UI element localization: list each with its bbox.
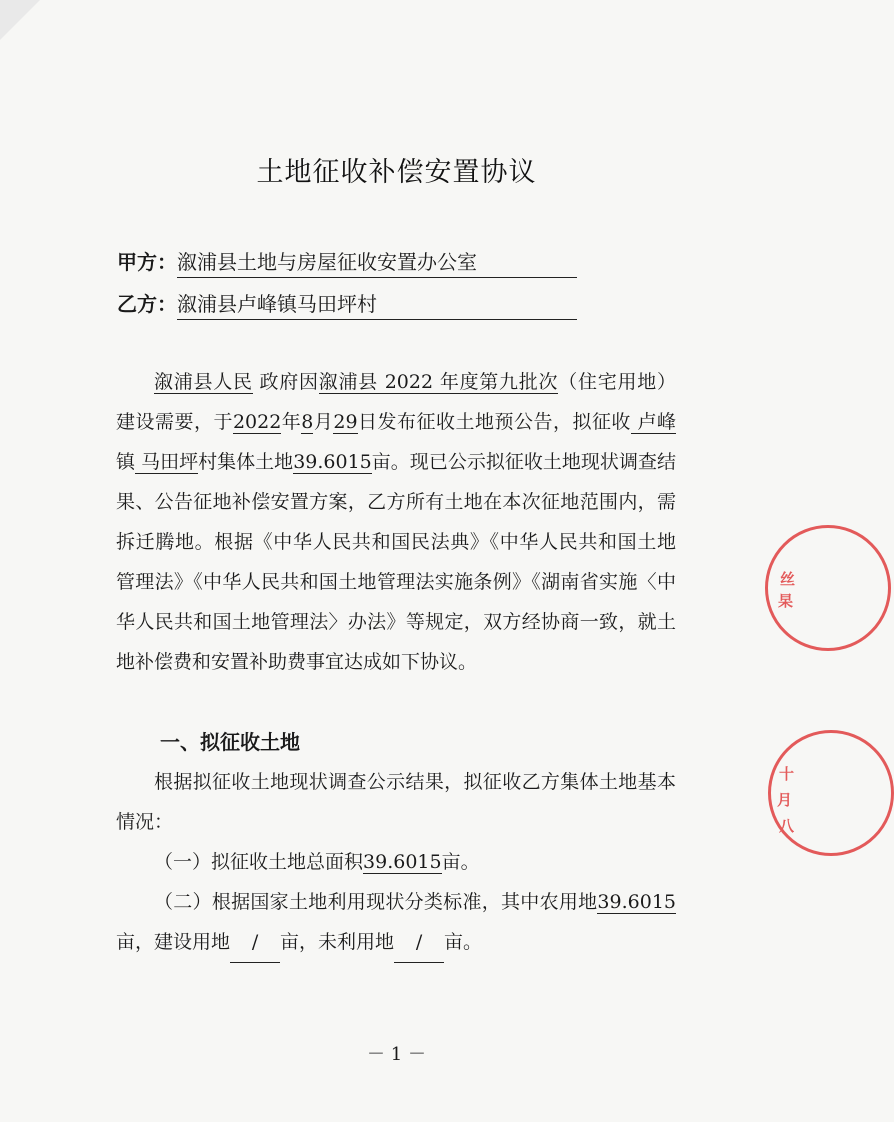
red-seal-top: 丝 杲 bbox=[765, 525, 891, 651]
section-1-heading: 一、拟征收土地 bbox=[160, 730, 300, 754]
section-1-item-2: （二）根据国家土地利用现状分类标准，其中农用地39.6015 亩，建设用地 / 亩，未利用地 / 亩。 bbox=[116, 882, 676, 963]
total-area: 39.6015 bbox=[293, 451, 372, 473]
item-1-area: 39.6015 bbox=[363, 851, 442, 873]
section-1-item-1: （一）拟征收土地总面积39.6015亩。 bbox=[154, 851, 480, 873]
project-name: 溆浦县 2022 年度第九批次 bbox=[318, 371, 559, 393]
section-1-para: 根据拟征收土地现状调查公示结果，拟征收乙方集体土地基本情况： bbox=[116, 771, 676, 833]
page-number: － 1 － bbox=[367, 1044, 426, 1065]
town-name: 卢峰 bbox=[630, 411, 676, 433]
party-b-label: 乙方： bbox=[117, 292, 177, 316]
party-a bbox=[117, 246, 577, 278]
gov-name: 溆浦县人民 bbox=[154, 371, 253, 393]
party-a-value: 溆浦县土地与房屋征收安置办公室 bbox=[177, 246, 577, 278]
party-a-label: 甲方： bbox=[117, 250, 177, 274]
village-name: 马田坪 bbox=[135, 451, 199, 473]
party-b-value: 溆浦县卢峰镇马田坪村 bbox=[177, 288, 577, 320]
announce-month: 8 bbox=[301, 411, 314, 433]
agri-area: 39.6015 bbox=[597, 891, 676, 913]
document-title: 土地征收补偿安置协议 bbox=[256, 157, 537, 188]
announce-year: 2022 bbox=[232, 411, 282, 433]
folded-corner bbox=[0, 0, 40, 40]
section-1-body bbox=[116, 762, 676, 963]
red-seal-bottom: 十 月 八 bbox=[768, 730, 894, 856]
announce-day: 29 bbox=[333, 411, 358, 433]
build-area: / bbox=[230, 922, 280, 963]
unused-area: / bbox=[394, 922, 444, 963]
intro-paragraph: 溆浦县人民 政府因溆浦县 2022 年度第九批次（住宅用地）建设需要，于2022年8月29日发布征收土地预公告，拟征收 卢峰 镇 马田坪村集体土地39.6015亩。现已公示拟征收土地现状调查结果、公告征地补偿安置方案，乙方所有土地在本次征地范围内，需拆迁腾地。根据《中华人民共和国民法典》《中华人民共和国土地管理法》《中华人民共和国土地管理法实施条例》《湖南省实施〈中华人民共和国土地管理法〉办法》等规定，双方经协商一致，就土地补偿费和安置补助费事宜达成如下协议。 bbox=[116, 371, 676, 673]
party-b bbox=[117, 288, 577, 320]
